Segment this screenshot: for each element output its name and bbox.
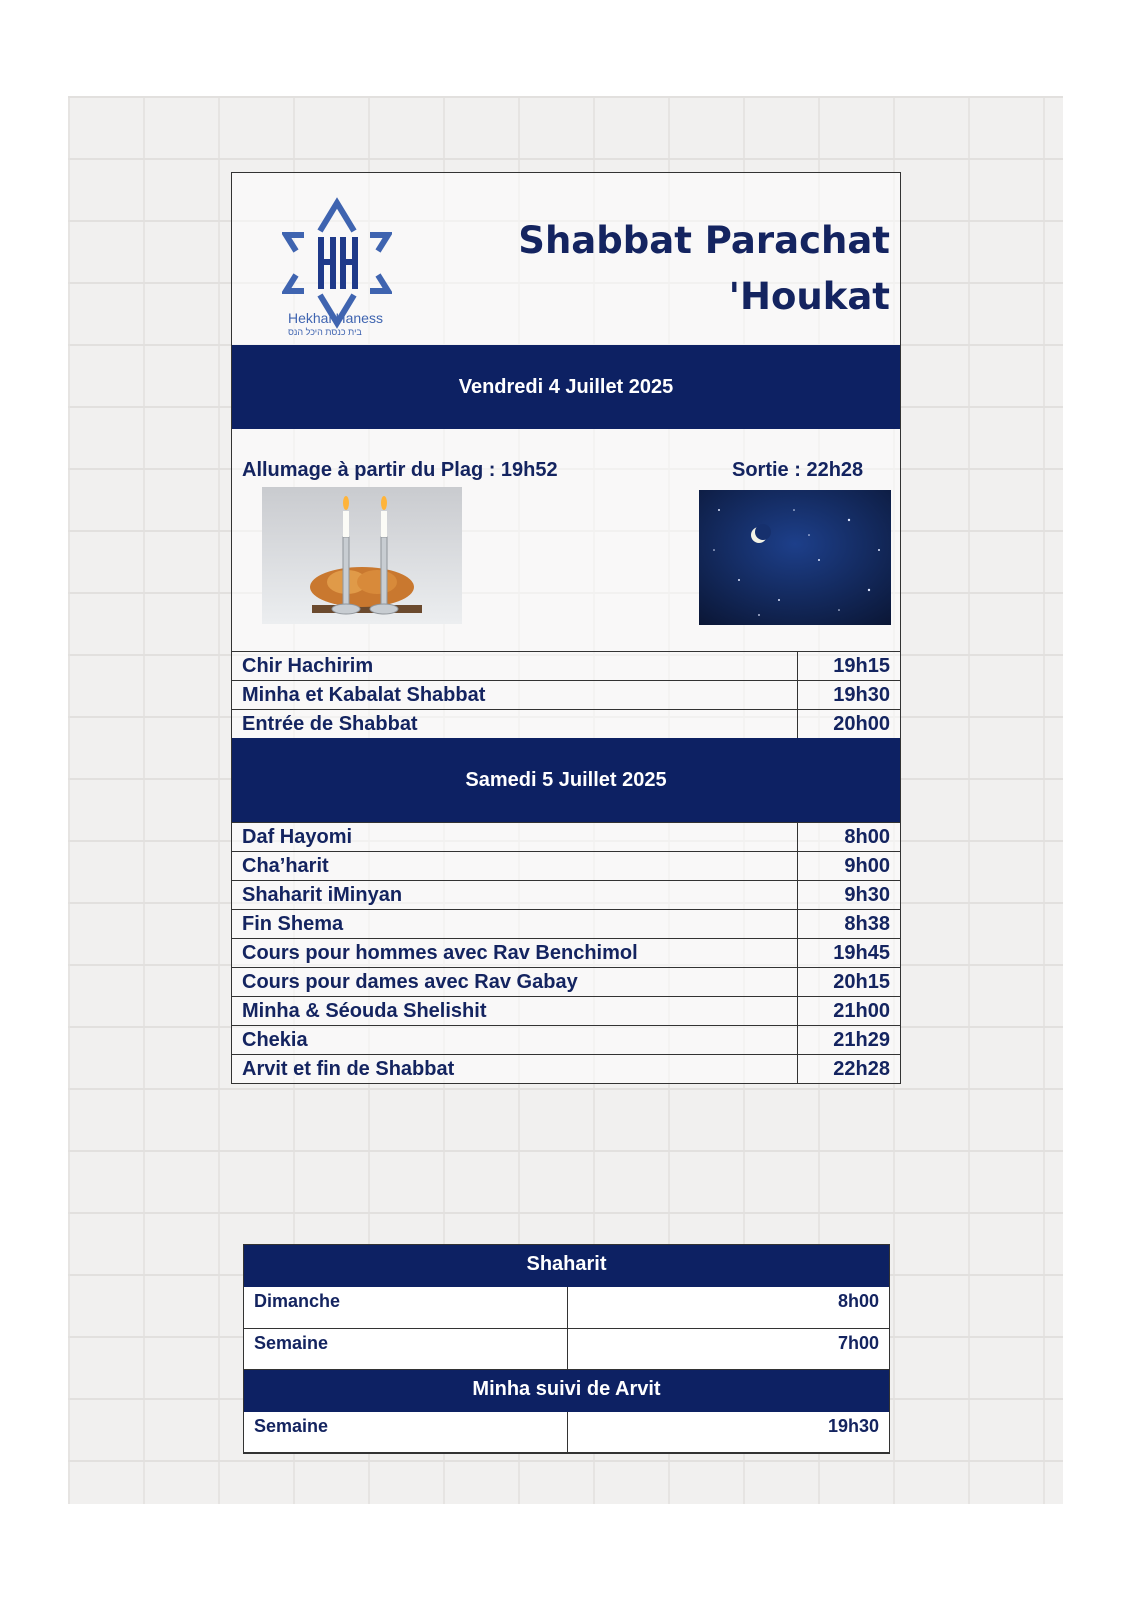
row-label: Fin Shema xyxy=(232,910,798,939)
minha-heading: Minha suivi de Arvit xyxy=(244,1370,889,1412)
row-time: 8h00 xyxy=(798,823,901,852)
row-time: 19h30 xyxy=(798,681,901,710)
row-label: Daf Hayomi xyxy=(232,823,798,852)
table-row xyxy=(232,852,900,881)
night-sky-moon-image xyxy=(699,490,891,625)
title-line-2: 'Houkat xyxy=(728,275,890,318)
logo-name: Hekhal Haness xyxy=(288,310,383,326)
row-time: 21h00 xyxy=(798,997,901,1026)
title-line-1: Shabbat Parachat xyxy=(518,219,890,262)
page-title xyxy=(450,213,890,325)
row-label: Chir Hachirim xyxy=(232,652,798,681)
weekly-schedule xyxy=(243,1244,890,1454)
row-time: 22h28 xyxy=(798,1055,901,1084)
table-row xyxy=(232,997,900,1026)
row-label: Entrée de Shabbat xyxy=(232,710,798,739)
row-label: Cours pour dames avec Rav Gabay xyxy=(232,968,798,997)
table-row xyxy=(232,1026,900,1055)
shaharit-heading: Shaharit xyxy=(244,1245,889,1287)
row-time: 21h29 xyxy=(798,1026,901,1055)
friday-schedule xyxy=(232,651,900,738)
minha-table xyxy=(244,1412,889,1454)
table-row xyxy=(232,968,900,997)
row-time: 8h38 xyxy=(798,910,901,939)
row-time: 19h15 xyxy=(798,652,901,681)
table-row xyxy=(232,710,900,739)
row-time: 8h00 xyxy=(567,1287,889,1328)
table-row xyxy=(244,1287,889,1328)
table-row xyxy=(232,881,900,910)
row-time: 19h45 xyxy=(798,939,901,968)
row-label: Shaharit iMinyan xyxy=(232,881,798,910)
row-time: 7h00 xyxy=(567,1328,889,1369)
row-label: Chekia xyxy=(232,1026,798,1055)
allumage-time: Allumage à partir du Plag : 19h52 xyxy=(242,459,558,481)
saturday-schedule xyxy=(232,822,900,1083)
table-row xyxy=(232,939,900,968)
row-label: Minha et Kabalat Shabbat xyxy=(232,681,798,710)
header xyxy=(232,173,900,345)
table-row xyxy=(232,823,900,852)
row-time: 9h30 xyxy=(798,881,901,910)
row-label: Cours pour hommes avec Rav Benchimol xyxy=(232,939,798,968)
table-row xyxy=(244,1328,889,1369)
candles-challah-image xyxy=(262,487,462,624)
table-row xyxy=(244,1412,889,1453)
schedule-sheet xyxy=(231,172,901,1084)
row-label: Cha’harit xyxy=(232,852,798,881)
saturday-heading: Samedi 5 Juillet 2025 xyxy=(232,738,900,822)
row-label: Minha & Séouda Shelishit xyxy=(232,997,798,1026)
table-row xyxy=(232,1055,900,1084)
row-time: 9h00 xyxy=(798,852,901,881)
row-label: Arvit et fin de Shabbat xyxy=(232,1055,798,1084)
row-label: Semaine xyxy=(244,1328,567,1369)
table-row xyxy=(232,910,900,939)
friday-heading: Vendredi 4 Juillet 2025 xyxy=(232,345,900,429)
table-row xyxy=(232,681,900,710)
row-time: 19h30 xyxy=(567,1412,889,1453)
logo-hebrew-name: בית כנסת היכל הנס xyxy=(288,327,362,337)
shaharit-table xyxy=(244,1287,889,1370)
candle-times xyxy=(232,429,900,651)
table-row xyxy=(232,652,900,681)
row-label: Semaine xyxy=(244,1412,567,1453)
sortie-time: Sortie : 22h28 xyxy=(732,459,864,481)
row-time: 20h15 xyxy=(798,968,901,997)
row-label: Dimanche xyxy=(244,1287,567,1328)
row-time: 20h00 xyxy=(798,710,901,739)
